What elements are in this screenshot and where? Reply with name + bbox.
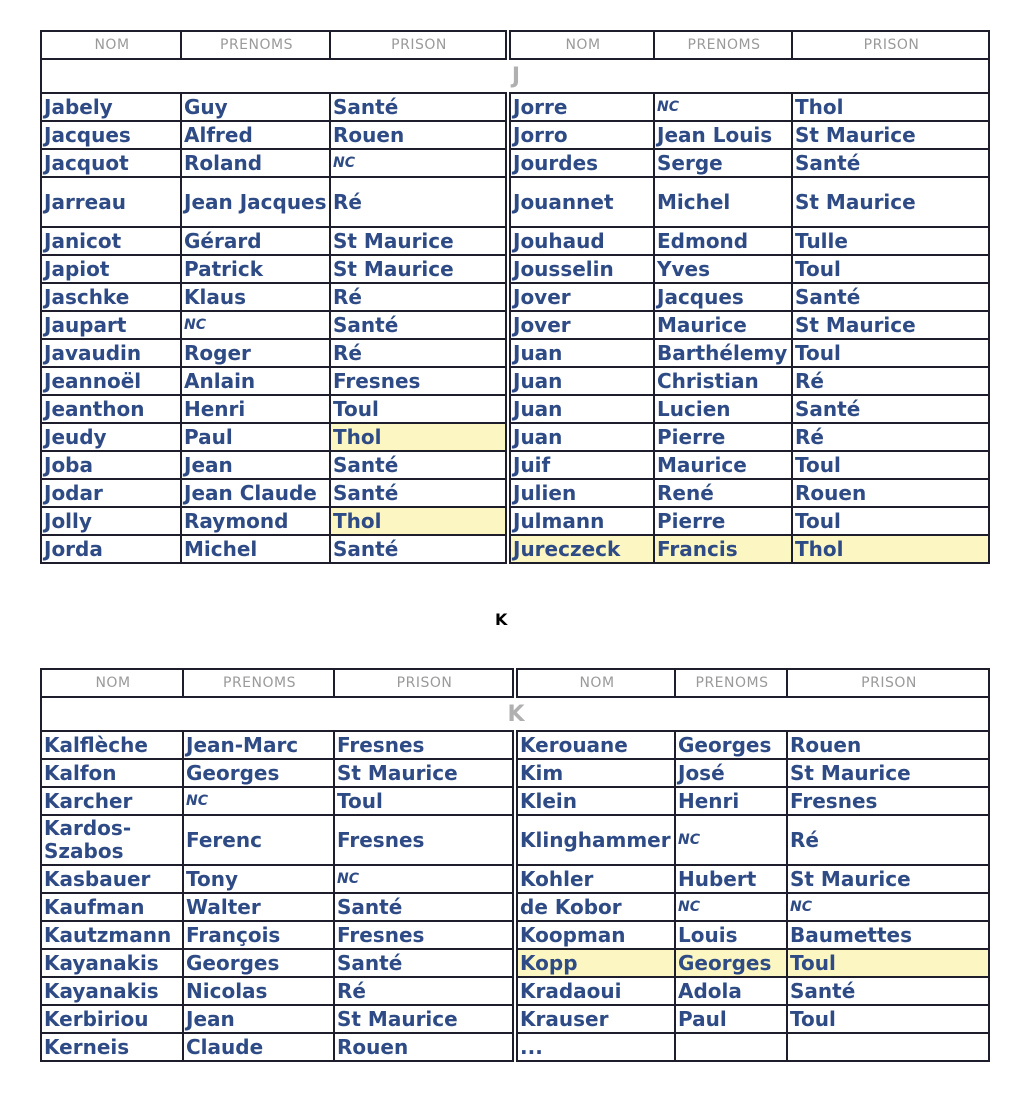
prenoms-cell-left: Jean-Marc — [183, 731, 334, 759]
prenoms-cell-left: Jean Claude — [181, 479, 330, 507]
prison-cell-right: Rouen — [792, 479, 989, 507]
nom-cell-left: Kerneis — [41, 1033, 183, 1061]
prenoms-cell-right: Serge — [654, 149, 792, 177]
table-row — [41, 451, 989, 479]
prison-cell-right: Santé — [787, 977, 989, 1005]
prenoms-cell-left: Michel — [181, 535, 330, 563]
nom-cell-right: Julmann — [508, 507, 654, 535]
header-prenoms-left: PRENOMS — [181, 31, 330, 59]
prison-cell-right: Rouen — [787, 731, 989, 759]
table-k-rows — [41, 731, 989, 1061]
nom-cell-left: Kautzmann — [41, 921, 183, 949]
header-prison-left: PRISON — [334, 669, 515, 697]
prenoms-cell-right: Georges — [675, 949, 787, 977]
prenoms-cell-right: NC — [675, 893, 787, 921]
prison-cell-left: Fresnes — [330, 367, 508, 395]
header-nom-right: NOM — [515, 669, 675, 697]
prison-cell-left: Ré — [334, 977, 515, 1005]
prenoms-cell-right: Paul — [675, 1005, 787, 1033]
nom-cell-right: de Kobor — [515, 893, 675, 921]
prenoms-cell-left: Henri — [181, 395, 330, 423]
prison-cell-right: Santé — [792, 283, 989, 311]
prenoms-cell-left: Jean — [181, 451, 330, 479]
table-row — [41, 535, 989, 563]
prenoms-cell-right — [675, 1033, 787, 1061]
table-row — [41, 93, 989, 121]
table-row — [41, 283, 989, 311]
prison-cell-right: St Maurice — [787, 865, 989, 893]
nom-cell-right: Jousselin — [508, 255, 654, 283]
table-row — [41, 395, 989, 423]
prison-cell-right: Toul — [787, 949, 989, 977]
nom-cell-left: Kalflèche — [41, 731, 183, 759]
nom-cell-left: Jeannoël — [41, 367, 181, 395]
prenoms-cell-right: Lucien — [654, 395, 792, 423]
nom-cell-right: Jureczeck — [508, 535, 654, 563]
header-row — [41, 31, 989, 59]
prison-cell-right: Toul — [792, 339, 989, 367]
table-row — [41, 121, 989, 149]
nom-cell-left: Kayanakis — [41, 949, 183, 977]
nom-cell-right: Juan — [508, 423, 654, 451]
prenoms-cell-left: Nicolas — [183, 977, 334, 1005]
prison-cell-left: St Maurice — [330, 227, 508, 255]
table-row — [41, 1005, 989, 1033]
table-row — [41, 977, 989, 1005]
letter-row — [41, 59, 989, 93]
section-letter-cell: K — [41, 697, 989, 731]
prison-cell-right: Ré — [792, 423, 989, 451]
table-row — [41, 921, 989, 949]
prison-cell-left: Thol — [330, 423, 508, 451]
prison-cell-right: Ré — [792, 367, 989, 395]
prenoms-cell-left: Paul — [181, 423, 330, 451]
prenoms-cell-left: Gérard — [181, 227, 330, 255]
prison-cell-left: Santé — [330, 535, 508, 563]
prenoms-cell-right: Pierre — [654, 507, 792, 535]
prison-cell-left: Ré — [330, 177, 508, 227]
prison-cell-right: St Maurice — [792, 121, 989, 149]
header-row — [41, 669, 989, 697]
prison-cell-left: Toul — [334, 787, 515, 815]
nom-cell-left: Jaupart — [41, 311, 181, 339]
prison-cell-left: Santé — [330, 311, 508, 339]
nom-cell-right: Klinghammer — [515, 815, 675, 865]
nom-cell-left: Jacques — [41, 121, 181, 149]
nom-cell-right: Jouhaud — [508, 227, 654, 255]
table-j-rows — [41, 93, 989, 563]
prison-cell-left: Santé — [330, 451, 508, 479]
header-prenoms-left: PRENOMS — [183, 669, 334, 697]
nom-cell-left: Kerbiriou — [41, 1005, 183, 1033]
prison-cell-right: Thol — [792, 535, 989, 563]
nom-cell-left: Kardos-Szabos — [41, 815, 183, 865]
prison-cell-right: Thol — [792, 93, 989, 121]
section-heading-k: K — [495, 610, 508, 629]
nom-cell-right: Jourdes — [508, 149, 654, 177]
prenoms-cell-left: Anlain — [181, 367, 330, 395]
header-prison-left: PRISON — [330, 31, 508, 59]
nom-cell-left: Jarreau — [41, 177, 181, 227]
prison-cell-right: St Maurice — [792, 177, 989, 227]
prenoms-cell-right: Michel — [654, 177, 792, 227]
letter-row — [41, 697, 989, 731]
prison-cell-left: Rouen — [330, 121, 508, 149]
prison-cell-right: Tulle — [792, 227, 989, 255]
table-j — [40, 30, 990, 564]
nom-cell-left: Javaudin — [41, 339, 181, 367]
prenoms-cell-left: Jean — [183, 1005, 334, 1033]
table-row — [41, 893, 989, 921]
prenoms-cell-right: Adola — [675, 977, 787, 1005]
table-row — [41, 423, 989, 451]
prenoms-cell-left: Alfred — [181, 121, 330, 149]
prison-cell-left: Ré — [330, 339, 508, 367]
prenoms-cell-left: Roger — [181, 339, 330, 367]
table-row — [41, 759, 989, 787]
header-prison-right: PRISON — [792, 31, 989, 59]
header-nom-left: NOM — [41, 669, 183, 697]
header-prenoms-right: PRENOMS — [675, 669, 787, 697]
prenoms-cell-right: Barthélemy — [654, 339, 792, 367]
prenoms-cell-right: Jean Louis — [654, 121, 792, 149]
nom-cell-right: Juan — [508, 339, 654, 367]
nom-cell-left: Jeanthon — [41, 395, 181, 423]
nom-cell-right: Juan — [508, 395, 654, 423]
nom-cell-right: Kradaoui — [515, 977, 675, 1005]
prenoms-cell-left: NC — [183, 787, 334, 815]
nom-cell-right: Koopman — [515, 921, 675, 949]
prison-cell-left: NC — [334, 865, 515, 893]
table-row — [41, 255, 989, 283]
header-nom-right: NOM — [508, 31, 654, 59]
table-row — [41, 367, 989, 395]
prison-cell-right: Toul — [792, 451, 989, 479]
nom-cell-left: Kaufman — [41, 893, 183, 921]
prenoms-cell-right: René — [654, 479, 792, 507]
prenoms-cell-left: Klaus — [181, 283, 330, 311]
prison-cell-left: Santé — [330, 93, 508, 121]
nom-cell-left: Joba — [41, 451, 181, 479]
prison-cell-right: Baumettes — [787, 921, 989, 949]
prison-cell-right: St Maurice — [787, 759, 989, 787]
prenoms-cell-right: Henri — [675, 787, 787, 815]
nom-cell-left: Jolly — [41, 507, 181, 535]
prenoms-cell-left: Georges — [183, 759, 334, 787]
prison-cell-right: Fresnes — [787, 787, 989, 815]
nom-cell-left: Kalfon — [41, 759, 183, 787]
prison-cell-right: Santé — [792, 149, 989, 177]
nom-cell-right: Kohler — [515, 865, 675, 893]
table-row — [41, 339, 989, 367]
nom-cell-left: Jaschke — [41, 283, 181, 311]
prison-cell-left: Rouen — [334, 1033, 515, 1061]
prison-cell-left: Santé — [330, 479, 508, 507]
nom-cell-left: Kasbauer — [41, 865, 183, 893]
prenoms-cell-right: Hubert — [675, 865, 787, 893]
prison-cell-right: Toul — [792, 507, 989, 535]
prenoms-cell-left: Tony — [183, 865, 334, 893]
table-row — [41, 479, 989, 507]
nom-cell-right: Kopp — [515, 949, 675, 977]
prenoms-cell-left: Claude — [183, 1033, 334, 1061]
prenoms-cell-right: Pierre — [654, 423, 792, 451]
prenoms-cell-left: Guy — [181, 93, 330, 121]
table-row — [41, 149, 989, 177]
prison-cell-right: Ré — [787, 815, 989, 865]
nom-cell-left: Jorda — [41, 535, 181, 563]
table-row — [41, 815, 989, 865]
prenoms-cell-right: José — [675, 759, 787, 787]
header-prenoms-right: PRENOMS — [654, 31, 792, 59]
nom-cell-left: Jabely — [41, 93, 181, 121]
prison-cell-right: St Maurice — [792, 311, 989, 339]
prenoms-cell-right: Yves — [654, 255, 792, 283]
header-nom-left: NOM — [41, 31, 181, 59]
prenoms-cell-right: Louis — [675, 921, 787, 949]
nom-cell-right: Jorre — [508, 93, 654, 121]
nom-cell-left: Japiot — [41, 255, 181, 283]
prenoms-cell-left: Georges — [183, 949, 334, 977]
prenoms-cell-left: Walter — [183, 893, 334, 921]
nom-cell-right: Jouannet — [508, 177, 654, 227]
prison-cell-right: NC — [787, 893, 989, 921]
prison-cell-left: Santé — [334, 893, 515, 921]
table-row — [41, 865, 989, 893]
prenoms-cell-right: Christian — [654, 367, 792, 395]
prison-cell-left: St Maurice — [334, 1005, 515, 1033]
nom-cell-right: Kim — [515, 759, 675, 787]
prison-cell-right — [787, 1033, 989, 1061]
prenoms-cell-right: Jacques — [654, 283, 792, 311]
table-row — [41, 787, 989, 815]
prenoms-cell-right: Francis — [654, 535, 792, 563]
prenoms-cell-left: François — [183, 921, 334, 949]
nom-cell-right: Juif — [508, 451, 654, 479]
prison-cell-left: NC — [330, 149, 508, 177]
nom-cell-right: Jover — [508, 311, 654, 339]
prenoms-cell-left: Raymond — [181, 507, 330, 535]
table-row — [41, 227, 989, 255]
prenoms-cell-left: Patrick — [181, 255, 330, 283]
prison-cell-left: Fresnes — [334, 921, 515, 949]
prison-cell-left: Thol — [330, 507, 508, 535]
nom-cell-right: Kerouane — [515, 731, 675, 759]
prenoms-cell-right: Maurice — [654, 451, 792, 479]
prenoms-cell-left: Jean Jacques — [181, 177, 330, 227]
nom-cell-left: Jacquot — [41, 149, 181, 177]
table-k — [40, 668, 990, 1062]
prison-cell-left: St Maurice — [334, 759, 515, 787]
nom-cell-left: Kayanakis — [41, 977, 183, 1005]
nom-cell-right: Juan — [508, 367, 654, 395]
prison-cell-left: St Maurice — [330, 255, 508, 283]
table-row — [41, 731, 989, 759]
prison-cell-right: Toul — [792, 255, 989, 283]
prenoms-cell-left: NC — [181, 311, 330, 339]
nom-cell-right: Krauser — [515, 1005, 675, 1033]
prenoms-cell-left: Ferenc — [183, 815, 334, 865]
header-prison-right: PRISON — [787, 669, 989, 697]
nom-cell-right: Jorro — [508, 121, 654, 149]
prenoms-cell-right: Georges — [675, 731, 787, 759]
nom-cell-right: Klein — [515, 787, 675, 815]
prison-cell-left: Santé — [334, 949, 515, 977]
prenoms-cell-right: NC — [654, 93, 792, 121]
nom-cell-right: Jover — [508, 283, 654, 311]
prenoms-cell-right: Maurice — [654, 311, 792, 339]
nom-cell-left: Janicot — [41, 227, 181, 255]
table-row — [41, 311, 989, 339]
table-row — [41, 507, 989, 535]
prenoms-cell-right: NC — [675, 815, 787, 865]
nom-cell-right: Julien — [508, 479, 654, 507]
prison-cell-right: Toul — [787, 1005, 989, 1033]
table-row — [41, 177, 989, 227]
nom-cell-left: Jeudy — [41, 423, 181, 451]
nom-cell-right: ... — [515, 1033, 675, 1061]
prenoms-cell-left: Roland — [181, 149, 330, 177]
prison-cell-left: Toul — [330, 395, 508, 423]
table-row — [41, 1033, 989, 1061]
prison-cell-left: Fresnes — [334, 815, 515, 865]
prison-cell-left: Fresnes — [334, 731, 515, 759]
prison-cell-right: Santé — [792, 395, 989, 423]
nom-cell-left: Jodar — [41, 479, 181, 507]
table-row — [41, 949, 989, 977]
section-letter-cell: J — [41, 59, 989, 93]
prison-cell-left: Ré — [330, 283, 508, 311]
nom-cell-left: Karcher — [41, 787, 183, 815]
prenoms-cell-right: Edmond — [654, 227, 792, 255]
